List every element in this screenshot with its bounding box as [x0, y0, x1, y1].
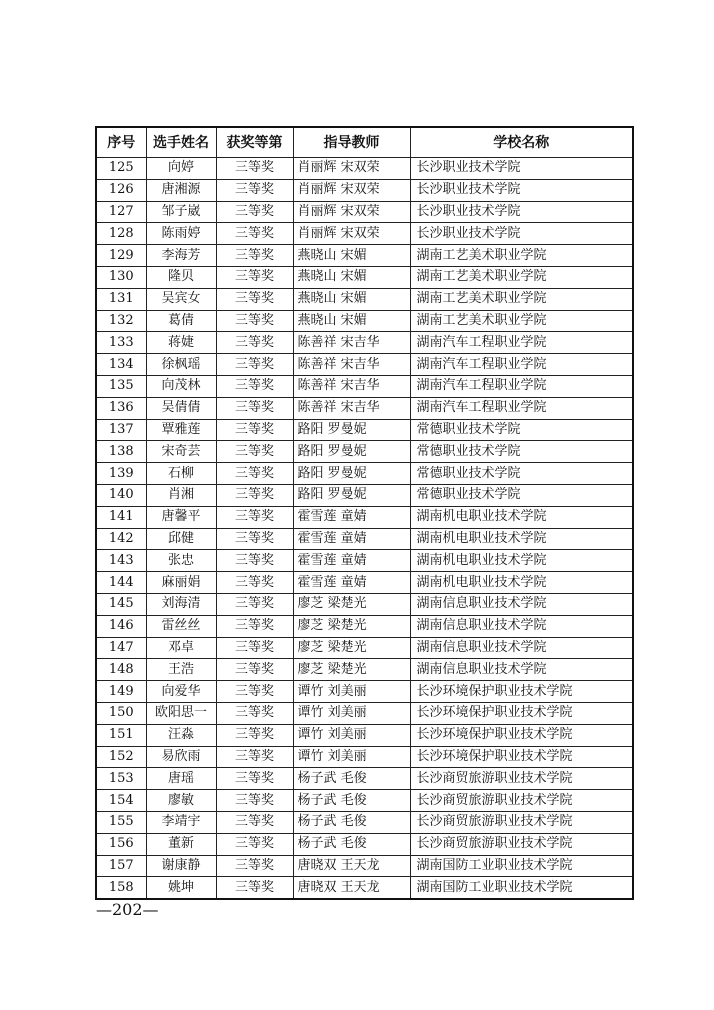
- instructor-cell: 肖丽辉 宋双荣: [293, 201, 410, 223]
- contestant-name-cell: 汪淼: [146, 724, 216, 746]
- award-level-cell: 三等奖: [216, 724, 293, 746]
- contestant-name-cell: 吴倩倩: [146, 397, 216, 419]
- contestant-name-cell: 向婷: [146, 158, 216, 180]
- header-school-name: 学校名称: [410, 127, 633, 158]
- award-level-cell: 三等奖: [216, 550, 293, 572]
- table-row: [96, 288, 633, 310]
- contestant-name-cell: 李靖宇: [146, 811, 216, 833]
- school-name-cell: 湖南机电职业技术学院: [410, 572, 633, 594]
- school-name-cell: 长沙环境保护职业技术学院: [410, 746, 633, 768]
- table-row: [96, 702, 633, 724]
- instructor-cell: 陈善祥 宋吉华: [293, 332, 410, 354]
- contestant-name-cell: 覃雅莲: [146, 419, 216, 441]
- contestant-name-cell: 吴宾女: [146, 288, 216, 310]
- table-row: [96, 397, 633, 419]
- table-row: [96, 506, 633, 528]
- header-instructor: 指导教师: [293, 127, 410, 158]
- instructor-cell: 廖芝 梁楚光: [293, 615, 410, 637]
- table-row: [96, 419, 633, 441]
- table-row: [96, 484, 633, 506]
- instructor-cell: 谭竹 刘美丽: [293, 681, 410, 703]
- school-name-cell: 湖南信息职业技术学院: [410, 593, 633, 615]
- award-level-cell: 三等奖: [216, 855, 293, 877]
- instructor-cell: 唐晓双 王天龙: [293, 855, 410, 877]
- contestant-name-cell: 王浩: [146, 659, 216, 681]
- school-name-cell: 长沙职业技术学院: [410, 158, 633, 180]
- serial-number-cell: 155: [96, 811, 146, 833]
- school-name-cell: 湖南信息职业技术学院: [410, 659, 633, 681]
- award-level-cell: 三等奖: [216, 637, 293, 659]
- header-serial-number: 序号: [96, 127, 146, 158]
- contestant-name-cell: 陈雨婷: [146, 223, 216, 245]
- school-name-cell: 湖南工艺美术职业学院: [410, 266, 633, 288]
- serial-number-cell: 149: [96, 681, 146, 703]
- award-level-cell: 三等奖: [216, 746, 293, 768]
- serial-number-cell: 157: [96, 855, 146, 877]
- award-level-cell: 三等奖: [216, 593, 293, 615]
- contestant-name-cell: 欧阳思一: [146, 702, 216, 724]
- contestant-name-cell: 向茂林: [146, 375, 216, 397]
- award-level-cell: 三等奖: [216, 266, 293, 288]
- table-row: [96, 811, 633, 833]
- table-row: [96, 245, 633, 267]
- award-level-cell: 三等奖: [216, 681, 293, 703]
- award-level-cell: 三等奖: [216, 506, 293, 528]
- award-level-cell: 三等奖: [216, 332, 293, 354]
- instructor-cell: 路阳 罗曼妮: [293, 484, 410, 506]
- instructor-cell: 肖丽辉 宋双荣: [293, 223, 410, 245]
- school-name-cell: 常德职业技术学院: [410, 484, 633, 506]
- school-name-cell: 湖南机电职业技术学院: [410, 506, 633, 528]
- instructor-cell: 霍雪莲 童婧: [293, 550, 410, 572]
- serial-number-cell: 150: [96, 702, 146, 724]
- serial-number-cell: 148: [96, 659, 146, 681]
- school-name-cell: 湖南汽车工程职业学院: [410, 354, 633, 376]
- instructor-cell: 路阳 罗曼妮: [293, 441, 410, 463]
- school-name-cell: 长沙商贸旅游职业技术学院: [410, 833, 633, 855]
- table-row: [96, 790, 633, 812]
- school-name-cell: 长沙职业技术学院: [410, 201, 633, 223]
- award-level-cell: 三等奖: [216, 528, 293, 550]
- instructor-cell: 唐晓双 王天龙: [293, 877, 410, 899]
- school-name-cell: 湖南汽车工程职业学院: [410, 397, 633, 419]
- school-name-cell: 湖南机电职业技术学院: [410, 528, 633, 550]
- serial-number-cell: 146: [96, 615, 146, 637]
- award-level-cell: 三等奖: [216, 484, 293, 506]
- award-level-cell: 三等奖: [216, 659, 293, 681]
- contestant-name-cell: 李海芳: [146, 245, 216, 267]
- contestant-name-cell: 唐馨平: [146, 506, 216, 528]
- award-level-cell: 三等奖: [216, 615, 293, 637]
- contestant-name-cell: 姚坤: [146, 877, 216, 899]
- serial-number-cell: 137: [96, 419, 146, 441]
- awards-table: [95, 126, 634, 900]
- table-row: [96, 572, 633, 594]
- instructor-cell: 路阳 罗曼妮: [293, 463, 410, 485]
- header-award-level: 获奖等第: [216, 127, 293, 158]
- table-row: [96, 463, 633, 485]
- serial-number-cell: 151: [96, 724, 146, 746]
- table-row: [96, 375, 633, 397]
- table-row: [96, 550, 633, 572]
- serial-number-cell: 153: [96, 768, 146, 790]
- instructor-cell: 燕晓山 宋媚: [293, 310, 410, 332]
- contestant-name-cell: 隆贝: [146, 266, 216, 288]
- table-row: [96, 877, 633, 899]
- school-name-cell: 长沙环境保护职业技术学院: [410, 681, 633, 703]
- award-level-cell: 三等奖: [216, 702, 293, 724]
- instructor-cell: 燕晓山 宋媚: [293, 288, 410, 310]
- table-row: [96, 266, 633, 288]
- instructor-cell: 陈善祥 宋吉华: [293, 375, 410, 397]
- award-level-cell: 三等奖: [216, 288, 293, 310]
- contestant-name-cell: 邹子崴: [146, 201, 216, 223]
- serial-number-cell: 156: [96, 833, 146, 855]
- contestant-name-cell: 宋奇芸: [146, 441, 216, 463]
- school-name-cell: 湖南国防工业职业技术学院: [410, 855, 633, 877]
- contestant-name-cell: 董新: [146, 833, 216, 855]
- contestant-name-cell: 邱健: [146, 528, 216, 550]
- award-level-cell: 三等奖: [216, 419, 293, 441]
- table-row: [96, 179, 633, 201]
- school-name-cell: 长沙职业技术学院: [410, 179, 633, 201]
- award-level-cell: 三等奖: [216, 463, 293, 485]
- instructor-cell: 燕晓山 宋媚: [293, 266, 410, 288]
- serial-number-cell: 134: [96, 354, 146, 376]
- serial-number-cell: 152: [96, 746, 146, 768]
- table-row: [96, 354, 633, 376]
- contestant-name-cell: 唐湘源: [146, 179, 216, 201]
- award-level-cell: 三等奖: [216, 158, 293, 180]
- contestant-name-cell: 石柳: [146, 463, 216, 485]
- instructor-cell: 霍雪莲 童婧: [293, 528, 410, 550]
- award-level-cell: 三等奖: [216, 354, 293, 376]
- serial-number-cell: 154: [96, 790, 146, 812]
- contestant-name-cell: 徐枫瑶: [146, 354, 216, 376]
- contestant-name-cell: 雷丝丝: [146, 615, 216, 637]
- serial-number-cell: 143: [96, 550, 146, 572]
- instructor-cell: 杨子武 毛俊: [293, 833, 410, 855]
- table-body: [96, 158, 633, 900]
- table-row: [96, 855, 633, 877]
- school-name-cell: 常德职业技术学院: [410, 463, 633, 485]
- award-level-cell: 三等奖: [216, 223, 293, 245]
- school-name-cell: 湖南汽车工程职业学院: [410, 332, 633, 354]
- table-row: [96, 201, 633, 223]
- instructor-cell: 陈善祥 宋吉华: [293, 397, 410, 419]
- serial-number-cell: 136: [96, 397, 146, 419]
- contestant-name-cell: 易欣雨: [146, 746, 216, 768]
- award-level-cell: 三等奖: [216, 245, 293, 267]
- serial-number-cell: 127: [96, 201, 146, 223]
- school-name-cell: 长沙环境保护职业技术学院: [410, 702, 633, 724]
- serial-number-cell: 130: [96, 266, 146, 288]
- instructor-cell: 廖芝 梁楚光: [293, 637, 410, 659]
- serial-number-cell: 139: [96, 463, 146, 485]
- school-name-cell: 湖南机电职业技术学院: [410, 550, 633, 572]
- instructor-cell: 肖丽辉 宋双荣: [293, 158, 410, 180]
- table-row: [96, 833, 633, 855]
- serial-number-cell: 126: [96, 179, 146, 201]
- serial-number-cell: 135: [96, 375, 146, 397]
- contestant-name-cell: 刘海清: [146, 593, 216, 615]
- award-level-cell: 三等奖: [216, 397, 293, 419]
- contestant-name-cell: 张忠: [146, 550, 216, 572]
- header-row: [96, 127, 633, 158]
- school-name-cell: 湖南国防工业职业技术学院: [410, 877, 633, 899]
- serial-number-cell: 145: [96, 593, 146, 615]
- contestant-name-cell: 蒋婕: [146, 332, 216, 354]
- instructor-cell: 霍雪莲 童婧: [293, 572, 410, 594]
- instructor-cell: 谭竹 刘美丽: [293, 746, 410, 768]
- serial-number-cell: 138: [96, 441, 146, 463]
- school-name-cell: 湖南信息职业技术学院: [410, 637, 633, 659]
- award-level-cell: 三等奖: [216, 833, 293, 855]
- school-name-cell: 湖南信息职业技术学院: [410, 615, 633, 637]
- serial-number-cell: 142: [96, 528, 146, 550]
- instructor-cell: 杨子武 毛俊: [293, 790, 410, 812]
- header-contestant-name: 选手姓名: [146, 127, 216, 158]
- award-level-cell: 三等奖: [216, 790, 293, 812]
- contestant-name-cell: 唐瑶: [146, 768, 216, 790]
- school-name-cell: 长沙环境保护职业技术学院: [410, 724, 633, 746]
- instructor-cell: 肖丽辉 宋双荣: [293, 179, 410, 201]
- table-row: [96, 310, 633, 332]
- contestant-name-cell: 廖敏: [146, 790, 216, 812]
- school-name-cell: 湖南工艺美术职业学院: [410, 245, 633, 267]
- school-name-cell: 长沙职业技术学院: [410, 223, 633, 245]
- serial-number-cell: 133: [96, 332, 146, 354]
- award-level-cell: 三等奖: [216, 572, 293, 594]
- award-level-cell: 三等奖: [216, 375, 293, 397]
- instructor-cell: 霍雪莲 童婧: [293, 506, 410, 528]
- serial-number-cell: 144: [96, 572, 146, 594]
- table-row: [96, 746, 633, 768]
- serial-number-cell: 158: [96, 877, 146, 899]
- school-name-cell: 湖南汽车工程职业学院: [410, 375, 633, 397]
- contestant-name-cell: 谢康静: [146, 855, 216, 877]
- table-row: [96, 637, 633, 659]
- contestant-name-cell: 麻丽娟: [146, 572, 216, 594]
- school-name-cell: 湖南工艺美术职业学院: [410, 310, 633, 332]
- award-level-cell: 三等奖: [216, 441, 293, 463]
- instructor-cell: 廖芝 梁楚光: [293, 659, 410, 681]
- table-row: [96, 768, 633, 790]
- school-name-cell: 常德职业技术学院: [410, 441, 633, 463]
- page-number: —202—: [96, 900, 159, 919]
- award-level-cell: 三等奖: [216, 179, 293, 201]
- instructor-cell: 燕晓山 宋媚: [293, 245, 410, 267]
- table-row: [96, 659, 633, 681]
- table-row: [96, 528, 633, 550]
- school-name-cell: 长沙商贸旅游职业技术学院: [410, 790, 633, 812]
- table-row: [96, 724, 633, 746]
- award-level-cell: 三等奖: [216, 310, 293, 332]
- serial-number-cell: 132: [96, 310, 146, 332]
- instructor-cell: 谭竹 刘美丽: [293, 702, 410, 724]
- instructor-cell: 路阳 罗曼妮: [293, 419, 410, 441]
- award-level-cell: 三等奖: [216, 877, 293, 899]
- table-row: [96, 681, 633, 703]
- contestant-name-cell: 向爱华: [146, 681, 216, 703]
- serial-number-cell: 141: [96, 506, 146, 528]
- serial-number-cell: 125: [96, 158, 146, 180]
- serial-number-cell: 147: [96, 637, 146, 659]
- award-level-cell: 三等奖: [216, 201, 293, 223]
- table-row: [96, 332, 633, 354]
- instructor-cell: 杨子武 毛俊: [293, 811, 410, 833]
- table-header: [96, 127, 633, 158]
- contestant-name-cell: 肖湘: [146, 484, 216, 506]
- serial-number-cell: 140: [96, 484, 146, 506]
- serial-number-cell: 131: [96, 288, 146, 310]
- award-level-cell: 三等奖: [216, 768, 293, 790]
- serial-number-cell: 129: [96, 245, 146, 267]
- table-row: [96, 441, 633, 463]
- school-name-cell: 湖南工艺美术职业学院: [410, 288, 633, 310]
- award-level-cell: 三等奖: [216, 811, 293, 833]
- instructor-cell: 陈善祥 宋吉华: [293, 354, 410, 376]
- school-name-cell: 常德职业技术学院: [410, 419, 633, 441]
- instructor-cell: 谭竹 刘美丽: [293, 724, 410, 746]
- table-row: [96, 158, 633, 180]
- table-row: [96, 615, 633, 637]
- school-name-cell: 长沙商贸旅游职业技术学院: [410, 768, 633, 790]
- contestant-name-cell: 邓卓: [146, 637, 216, 659]
- instructor-cell: 杨子武 毛俊: [293, 768, 410, 790]
- school-name-cell: 长沙商贸旅游职业技术学院: [410, 811, 633, 833]
- contestant-name-cell: 葛倩: [146, 310, 216, 332]
- table-row: [96, 593, 633, 615]
- instructor-cell: 廖芝 梁楚光: [293, 593, 410, 615]
- table-row: [96, 223, 633, 245]
- serial-number-cell: 128: [96, 223, 146, 245]
